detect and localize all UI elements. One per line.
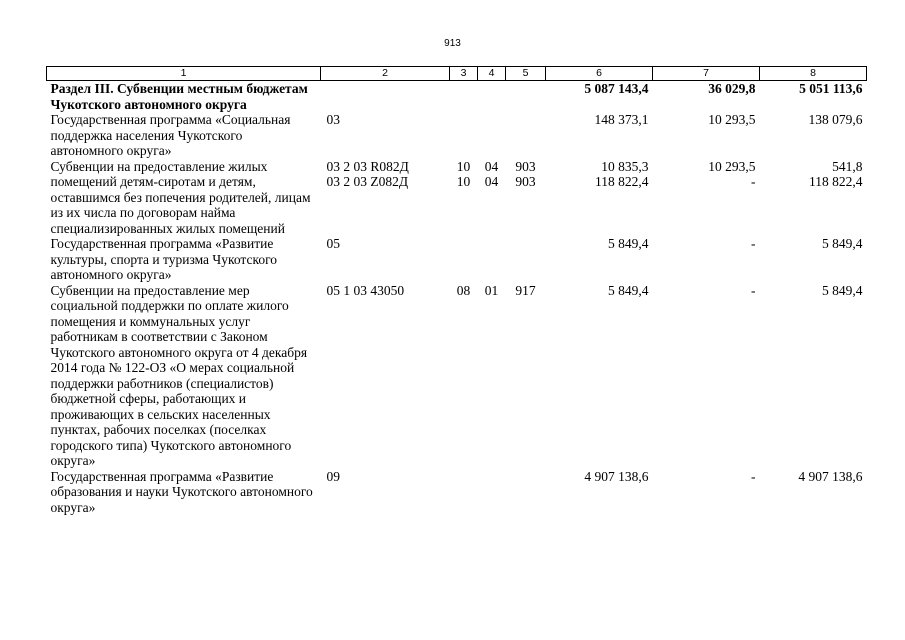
item-name-cell: Субвенции на предоставление мер социальной поддержки по оплате жилого помещения и коммунальных услуг работникам в соответствии с Законом Чукотского автономного округа от 4 декабря 2014 года № 122-ОЗ «О мерах социальной поддержки работников (специалистов) бюджетной сферы, работающих и проживающих в сельских населенных пунктах, рабочих поселках (поселках городского типа) Чукотского автономного округа» bbox=[50, 282, 308, 468]
cell-value: 10 bbox=[456, 158, 471, 174]
header-cell: 1 bbox=[47, 67, 321, 81]
page-number: 913 bbox=[444, 38, 461, 49]
budget-code-cell bbox=[321, 469, 450, 516]
cell-value: 04 bbox=[484, 158, 499, 174]
cell-value: 541,8 bbox=[832, 158, 863, 174]
subsection-cell bbox=[478, 283, 506, 469]
cell-value: 08 bbox=[456, 282, 471, 298]
table-row bbox=[47, 236, 867, 283]
cell-value: 4 907 138,6 bbox=[798, 468, 863, 484]
federal-amount-cell bbox=[653, 283, 760, 469]
ministry-cell bbox=[506, 469, 546, 516]
table-row bbox=[47, 81, 867, 113]
header-cell: 3 bbox=[450, 67, 478, 81]
subsection-cell bbox=[478, 81, 506, 113]
cell-value: 05 bbox=[326, 236, 340, 251]
item-name-cell: Государственная программа «Социальная поддержка населения Чукотского автономного округа» bbox=[50, 112, 291, 158]
ministry-cell bbox=[506, 81, 546, 113]
header-cell: 2 bbox=[321, 67, 450, 81]
cell-value: 5 051 113,6 bbox=[799, 81, 863, 96]
regional-amount-cell bbox=[760, 112, 867, 159]
header-cell: 7 bbox=[653, 67, 760, 81]
budget-code-cell bbox=[321, 236, 450, 283]
cell-value: - bbox=[751, 282, 756, 298]
cell-value: - bbox=[751, 174, 756, 189]
section-cell bbox=[450, 159, 478, 237]
cell-value: 138 079,6 bbox=[808, 112, 863, 127]
cell-value: 917 bbox=[515, 282, 536, 298]
cell-value: 118 822,4 bbox=[809, 174, 863, 189]
cell-value: - bbox=[751, 236, 756, 251]
cell-value: 03 2 03 Z082Д bbox=[326, 174, 409, 189]
cell-value: 5 849,4 bbox=[822, 282, 863, 298]
cell-value: 10 293,5 bbox=[708, 112, 756, 127]
subsection-cell bbox=[478, 236, 506, 283]
header-cell: 6 bbox=[546, 67, 653, 81]
column-number-header bbox=[47, 67, 867, 81]
cell-value: 10 bbox=[456, 174, 471, 189]
cell-value: 09 bbox=[326, 468, 340, 484]
subsection-cell bbox=[478, 469, 506, 516]
section-cell bbox=[450, 283, 478, 469]
table-body bbox=[47, 81, 867, 516]
total-amount-cell bbox=[546, 469, 653, 516]
total-amount-cell bbox=[546, 283, 653, 469]
section-cell bbox=[450, 81, 478, 113]
regional-amount-cell bbox=[760, 469, 867, 516]
table-row bbox=[47, 469, 867, 516]
total-amount-cell bbox=[546, 112, 653, 159]
regional-amount-cell bbox=[760, 236, 867, 283]
cell-value: 10 835,3 bbox=[601, 158, 649, 174]
budget-code-cell bbox=[321, 283, 450, 469]
cell-value: 118 822,4 bbox=[595, 174, 649, 189]
cell-value: 5 849,4 bbox=[608, 282, 649, 298]
header-cell: 8 bbox=[760, 67, 867, 81]
ministry-cell bbox=[506, 236, 546, 283]
subsection-cell bbox=[478, 112, 506, 159]
federal-amount-cell bbox=[653, 112, 760, 159]
cell-value: 903 bbox=[515, 174, 536, 189]
header-cell: 4 bbox=[478, 67, 506, 81]
table-row bbox=[47, 283, 867, 469]
budget-code-cell bbox=[321, 159, 450, 237]
cell-value: 5 849,4 bbox=[608, 236, 649, 251]
cell-value: 36 029,8 bbox=[708, 81, 756, 96]
table-row bbox=[47, 112, 867, 159]
item-name-cell: Субвенции на предоставление жилых помещений детям-сиротам и детям, оставшимся без попечения родителей, лицам из их числа по договорам найма специализированных жилых помещений bbox=[50, 158, 311, 236]
federal-amount-cell bbox=[653, 236, 760, 283]
section-cell bbox=[450, 112, 478, 159]
section-cell bbox=[450, 236, 478, 283]
cell-value: 148 373,1 bbox=[594, 112, 649, 127]
ministry-cell bbox=[506, 283, 546, 469]
item-name-cell: Государственная программа «Развитие образования и науки Чукотского автономного округа» bbox=[50, 468, 313, 515]
header-cell: 5 bbox=[506, 67, 546, 81]
federal-amount-cell bbox=[653, 469, 760, 516]
regional-amount-cell bbox=[760, 283, 867, 469]
cell-value: 5 087 143,4 bbox=[584, 81, 649, 96]
ministry-cell bbox=[506, 159, 546, 237]
regional-amount-cell bbox=[760, 81, 867, 113]
cell-value: 4 907 138,6 bbox=[584, 468, 649, 484]
cell-value: 01 bbox=[484, 282, 499, 298]
cell-value: 10 293,5 bbox=[708, 158, 756, 174]
federal-amount-cell bbox=[653, 81, 760, 113]
budget-table bbox=[46, 66, 867, 515]
total-amount-cell bbox=[546, 81, 653, 113]
budget-code-cell bbox=[321, 81, 450, 113]
cell-value: 03 2 03 R082Д bbox=[326, 158, 409, 174]
cell-value: 903 bbox=[515, 158, 536, 174]
cell-value: 5 849,4 bbox=[822, 236, 863, 251]
section-cell bbox=[450, 469, 478, 516]
table-row bbox=[47, 159, 867, 237]
budget-code-cell bbox=[321, 112, 450, 159]
subsection-cell bbox=[478, 159, 506, 237]
total-amount-cell bbox=[546, 159, 653, 237]
total-amount-cell bbox=[546, 236, 653, 283]
cell-value: 04 bbox=[484, 174, 499, 189]
federal-amount-cell bbox=[653, 159, 760, 237]
ministry-cell bbox=[506, 112, 546, 159]
regional-amount-cell bbox=[760, 159, 867, 237]
cell-value: 03 bbox=[326, 112, 340, 127]
cell-value: - bbox=[751, 468, 756, 484]
item-name-cell: Раздел III. Субвенции местным бюджетам Чукотского автономного округа bbox=[50, 81, 308, 112]
item-name-cell: Государственная программа «Развитие культуры, спорта и туризма Чукотского автономного округа» bbox=[50, 236, 278, 282]
cell-value: 05 1 03 43050 bbox=[326, 282, 405, 298]
